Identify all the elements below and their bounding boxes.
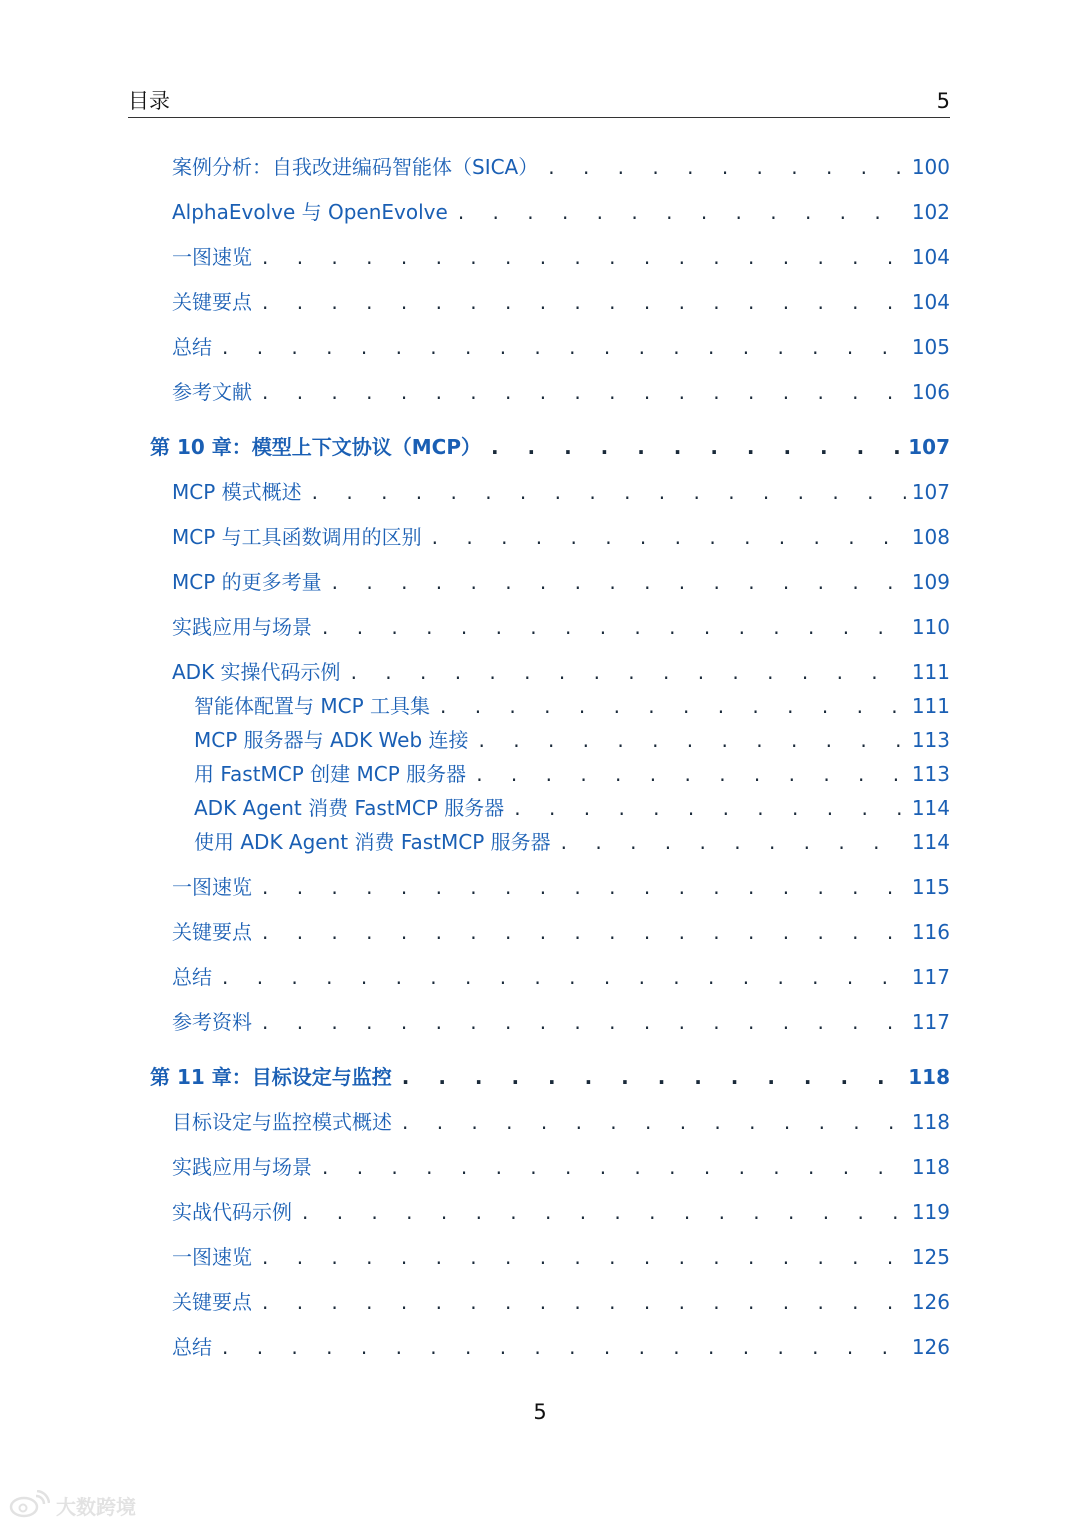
toc-entry[interactable] bbox=[172, 658, 950, 686]
dot-leader bbox=[561, 828, 906, 856]
toc-entry-title: 参考资料 bbox=[172, 1010, 252, 1034]
dot-leader bbox=[402, 1063, 908, 1091]
toc-chapter-title: 第 10 章：模型上下文协议（MCP） bbox=[150, 435, 481, 459]
dot-leader bbox=[222, 333, 906, 361]
dot-leader bbox=[262, 378, 906, 406]
toc-entry[interactable] bbox=[172, 288, 950, 316]
toc-entry-page: 107 bbox=[911, 480, 950, 504]
toc-entry-title: 实战代码示例 bbox=[172, 1200, 292, 1224]
dot-leader bbox=[514, 794, 906, 822]
dot-leader bbox=[262, 1008, 906, 1036]
dot-leader bbox=[440, 692, 906, 720]
watermark-text: 大数跨境 bbox=[56, 1494, 136, 1519]
toc-entry-title: 目标设定与监控模式概述 bbox=[172, 1110, 392, 1134]
toc-entry-title: 实践应用与场景 bbox=[172, 615, 312, 639]
toc-chapter-entry[interactable] bbox=[150, 433, 950, 461]
toc-entry-page: 118 bbox=[911, 1110, 950, 1134]
toc-entry-page: 105 bbox=[911, 335, 950, 359]
toc-entry[interactable] bbox=[172, 1333, 950, 1361]
toc-entry[interactable] bbox=[172, 523, 950, 551]
toc-entry-page: 115 bbox=[911, 875, 950, 899]
dot-leader bbox=[458, 198, 906, 226]
toc-entry-page: 117 bbox=[911, 1010, 950, 1034]
toc-entry[interactable] bbox=[172, 243, 950, 271]
toc-subentry-page: 114 bbox=[911, 830, 950, 854]
toc-entry[interactable] bbox=[172, 153, 950, 181]
toc-entry[interactable] bbox=[172, 1288, 950, 1316]
toc-entry-title: 关键要点 bbox=[172, 920, 252, 944]
dot-leader bbox=[322, 1153, 906, 1181]
dot-leader bbox=[262, 1243, 906, 1271]
toc-entry[interactable] bbox=[172, 963, 950, 991]
toc-entry-title: 关键要点 bbox=[172, 1290, 252, 1314]
toc-subentry[interactable] bbox=[194, 692, 950, 720]
toc-subentry-page: 113 bbox=[911, 728, 950, 752]
toc-entry[interactable] bbox=[172, 333, 950, 361]
toc-entry[interactable] bbox=[172, 1243, 950, 1271]
dot-leader bbox=[262, 873, 906, 901]
toc-entry[interactable] bbox=[172, 1008, 950, 1036]
toc-subentry-title: MCP 服务器与 ADK Web 连接 bbox=[194, 728, 469, 752]
dot-leader bbox=[332, 568, 906, 596]
toc-entry-title: 参考文献 bbox=[172, 380, 252, 404]
toc-entry[interactable] bbox=[172, 198, 950, 226]
toc-entry[interactable] bbox=[172, 568, 950, 596]
toc-entry-title: 关键要点 bbox=[172, 290, 252, 314]
toc-subentry[interactable] bbox=[194, 760, 950, 788]
footer-page-number: 5 bbox=[533, 1400, 547, 1424]
toc-subentry[interactable] bbox=[194, 726, 950, 754]
toc-subentry-page: 114 bbox=[911, 796, 950, 820]
page-header bbox=[128, 88, 950, 118]
toc-chapter-entry[interactable] bbox=[150, 1063, 950, 1091]
toc-entry-page: 109 bbox=[911, 570, 950, 594]
dot-leader bbox=[302, 1198, 906, 1226]
header-title: 目录 bbox=[128, 89, 170, 113]
toc-subentry[interactable] bbox=[194, 828, 950, 856]
toc-chapter-title: 第 11 章：目标设定与监控 bbox=[150, 1065, 392, 1089]
toc-entry[interactable] bbox=[172, 378, 950, 406]
toc-subentry-page: 111 bbox=[911, 694, 950, 718]
toc-entry[interactable] bbox=[172, 1108, 950, 1136]
toc-entry-page: 126 bbox=[911, 1290, 950, 1314]
toc-entry-page: 125 bbox=[911, 1245, 950, 1269]
toc-subentry-title: 使用 ADK Agent 消费 FastMCP 服务器 bbox=[194, 830, 551, 854]
dot-leader bbox=[479, 726, 906, 754]
toc-entry[interactable] bbox=[172, 1153, 950, 1181]
dot-leader bbox=[262, 288, 906, 316]
dot-leader bbox=[402, 1108, 906, 1136]
toc-entry-page: 117 bbox=[911, 965, 950, 989]
toc-entry-page: 116 bbox=[911, 920, 950, 944]
weibo-logo-icon bbox=[8, 1490, 50, 1520]
toc-entry-page: 108 bbox=[911, 525, 950, 549]
toc-entry-page: 100 bbox=[911, 155, 950, 179]
toc-entry-page: 106 bbox=[911, 380, 950, 404]
toc-entry-title: MCP 与工具函数调用的区别 bbox=[172, 525, 422, 549]
toc-entry-title: 一图速览 bbox=[172, 1245, 252, 1269]
dot-leader bbox=[322, 613, 906, 641]
dot-leader bbox=[262, 918, 906, 946]
toc-entry-title: MCP 的更多考量 bbox=[172, 570, 322, 594]
toc-entry[interactable] bbox=[172, 613, 950, 641]
toc-entry-page: 126 bbox=[911, 1335, 950, 1359]
watermark bbox=[8, 1490, 136, 1520]
toc-entry[interactable] bbox=[172, 478, 950, 506]
toc-chapter-page: 118 bbox=[908, 1065, 950, 1089]
toc-entry-title: 案例分析：自我改进编码智能体（SICA） bbox=[172, 155, 539, 179]
toc-entry-title: 一图速览 bbox=[172, 245, 252, 269]
toc-entry-page: 102 bbox=[911, 200, 950, 224]
dot-leader bbox=[222, 963, 906, 991]
dot-leader bbox=[351, 658, 906, 686]
toc-subentry-page: 113 bbox=[911, 762, 950, 786]
toc-entry-page: 104 bbox=[911, 245, 950, 269]
toc-subentry-title: 智能体配置与 MCP 工具集 bbox=[194, 694, 430, 718]
toc-entry[interactable] bbox=[172, 918, 950, 946]
toc-entry-page: 119 bbox=[911, 1200, 950, 1224]
toc-entry-title: ADK 实操代码示例 bbox=[172, 660, 341, 684]
toc-entry-page: 110 bbox=[911, 615, 950, 639]
toc-entry[interactable] bbox=[172, 873, 950, 901]
toc-entry-title: AlphaEvolve 与 OpenEvolve bbox=[172, 200, 448, 224]
dot-leader bbox=[491, 433, 908, 461]
toc-chapter-page: 107 bbox=[908, 435, 950, 459]
dot-leader bbox=[262, 243, 906, 271]
dot-leader bbox=[222, 1333, 906, 1361]
toc-entry-title: 总结 bbox=[172, 1335, 212, 1359]
dot-leader bbox=[548, 153, 906, 181]
toc-subentry-title: ADK Agent 消费 FastMCP 服务器 bbox=[194, 796, 505, 820]
dot-leader bbox=[432, 523, 906, 551]
dot-leader bbox=[262, 1288, 906, 1316]
dot-leader bbox=[476, 760, 906, 788]
toc-entry-title: 一图速览 bbox=[172, 875, 252, 899]
dot-leader bbox=[312, 478, 906, 506]
toc-entry-page: 111 bbox=[911, 660, 950, 684]
toc-entry-title: MCP 模式概述 bbox=[172, 480, 302, 504]
toc-entry-page: 104 bbox=[911, 290, 950, 314]
toc-entry[interactable] bbox=[172, 1198, 950, 1226]
toc-entry-page: 118 bbox=[911, 1155, 950, 1179]
toc-entry-title: 总结 bbox=[172, 965, 212, 989]
toc-entry-title: 总结 bbox=[172, 335, 212, 359]
header-page-number: 5 bbox=[936, 89, 950, 113]
toc-entry-title: 实践应用与场景 bbox=[172, 1155, 312, 1179]
toc-subentry-title: 用 FastMCP 创建 MCP 服务器 bbox=[194, 762, 467, 786]
toc-subentry[interactable] bbox=[194, 794, 950, 822]
